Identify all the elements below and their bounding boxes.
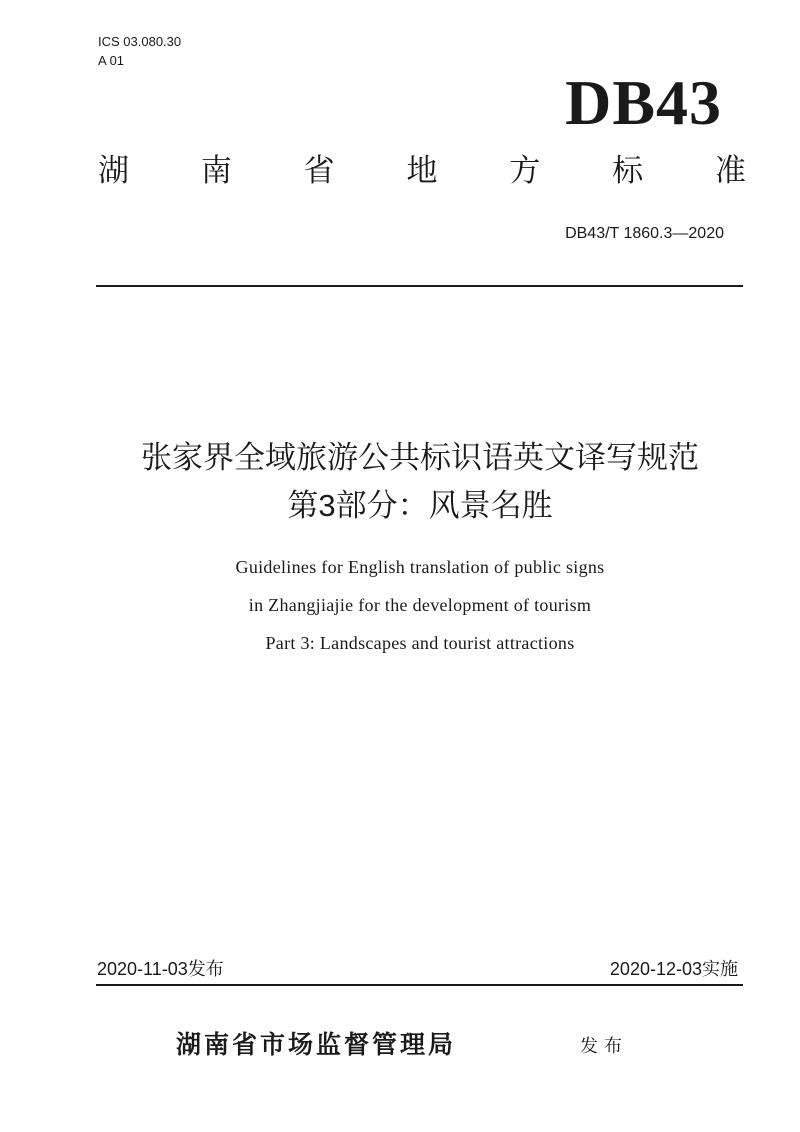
implementation-date: 2020-12-03实施 [609,959,738,979]
top-divider [96,285,743,287]
standard-type-char: 省 [303,153,335,188]
standard-number: DB43/T 1860.3—2020 [565,225,724,242]
issuing-authority: 湖南省市场监督管理局 [176,1031,457,1059]
title-english-line-2: in Zhangjiajie for the development of tourism [248,595,592,615]
title-chinese-line-1: 张家界全域旅游公共标识语英文译写规范 [141,440,699,475]
standard-type-char: 准 [714,153,746,188]
title-english-line-1: Guidelines for English translation of public signs [235,557,605,577]
title-english-line-3: Part 3: Landscapes and tourist attractions [265,633,575,653]
ccs-code: A 01 [98,53,125,68]
standard-type-char: 标 [612,153,644,188]
issue-date: 2020-11-03发布 [97,959,224,979]
standard-type-char: 方 [509,153,541,188]
title-chinese-line-2: 第3部分：风景名胜 [287,488,553,523]
standard-type-char: 地 [406,153,438,188]
ics-code: ICS 03.080.30 [98,34,182,49]
standard-code-mark: DB43 [565,67,722,138]
standard-type-heading [98,150,746,192]
issuing-action: 发布 [580,1036,628,1056]
bottom-divider [96,984,743,986]
standard-type-char: 湖 [98,153,129,188]
standard-type-char: 南 [200,153,232,188]
